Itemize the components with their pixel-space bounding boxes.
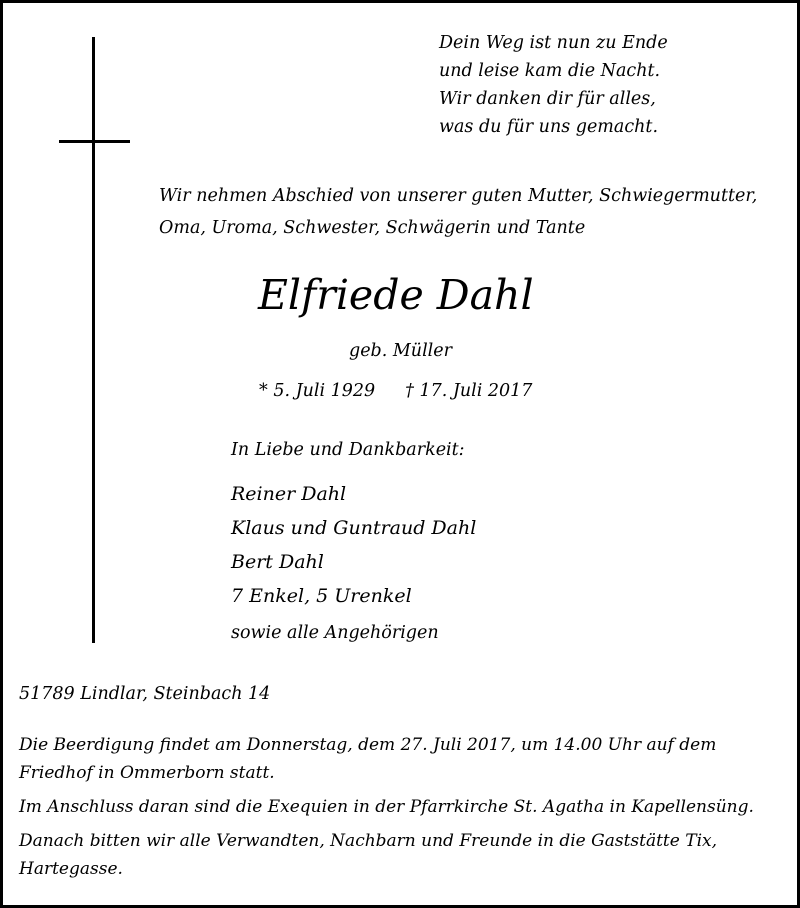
mourner-name: Reiner Dahl [231,483,347,505]
deceased-name: Elfriede Dahl [258,271,534,319]
memorial-poem [439,29,668,141]
farewell-intro [159,180,757,244]
cross-horizontal-bar [59,140,130,143]
maiden-name: geb. Müller [349,341,452,361]
birth-date: * 5. Juli 1929 [259,381,376,401]
mourner-name: 7 Enkel, 5 Urenkel [231,585,412,607]
funeral-paragraph: Danach bitten wir alle Verwandten, Nachbarn und Freunde in die Gaststätte Tix, Hartegasse. [19,831,717,879]
intro-line: Oma, Uroma, Schwester, Schwägerin und Tante [159,218,586,238]
funeral-paragraph: Die Beerdigung findet am Donnerstag, dem 27. Juli 2017, um 14.00 Uhr auf dem Friedhof in Ommerborn statt. [19,735,717,783]
poem-line: was du für uns gemacht. [439,117,659,137]
family-address: 51789 Lindlar, Steinbach 14 [19,684,271,704]
intro-line: Wir nehmen Abschied von unserer guten Mutter, Schwiegermutter, [159,186,758,206]
mourner-name: Klaus und Guntraud Dahl [231,517,477,539]
poem-line: Dein Weg ist nun zu Ende [439,33,668,53]
dedication-line: In Liebe und Dankbarkeit: [231,440,465,460]
death-date: † 17. Juli 2017 [405,381,533,401]
funeral-details [19,731,789,889]
mourner-name: Bert Dahl [231,551,324,573]
life-dates [259,376,532,406]
relatives-line: sowie alle Angehörigen [231,623,439,643]
poem-line: Wir danken dir für alles, [439,89,656,109]
funeral-paragraph: Im Anschluss daran sind die Exequien in der Pfarrkirche St. Agatha in Kapellensüng. [19,797,754,817]
cross-vertical-bar [92,37,95,643]
poem-line: und leise kam die Nacht. [439,61,661,81]
mourner-list [231,477,476,613]
